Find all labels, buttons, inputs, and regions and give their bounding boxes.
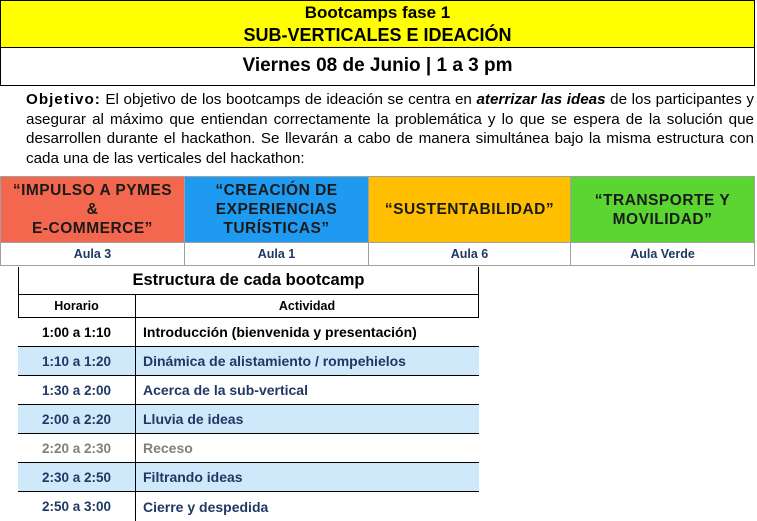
row-activity: Acerca de la sub-vertical (143, 382, 308, 398)
objective-emphasis: aterrizar las ideas (476, 91, 606, 108)
row-time: 2:00 a 2:20 (18, 405, 136, 433)
row-time: 2:50 a 3:00 (18, 492, 136, 521)
row-time: 1:10 a 1:20 (18, 347, 136, 375)
aula-pymes: Aula 3 (0, 243, 185, 266)
vertical-turismo-label: “CREACIÓN DE EXPERIENCIAS TURÍSTICAS” (215, 182, 338, 237)
row-time: 2:30 a 2:50 (18, 463, 136, 491)
column-header-time: Horario (18, 295, 136, 318)
table-row (18, 434, 479, 463)
objective-label: Objetivo: (26, 91, 101, 108)
row-time: 2:20 a 2:30 (18, 434, 136, 462)
row-time: 1:00 a 1:10 (18, 318, 136, 346)
row-activity: Filtrando ideas (143, 469, 243, 485)
vertical-sustentabilidad-label: “SUSTENTABILIDAD” (384, 201, 555, 218)
table-row (18, 463, 479, 492)
table-row (18, 405, 479, 434)
aula-transporte: Aula Verde (570, 243, 755, 266)
table-row (18, 318, 479, 347)
objective-text-2: de los participantes y asegurar al máximo que entiendan correctamente la problemática y lo que se espera de la solución que desarrollen durante el hackathon. Se llevarán a cabo de manera simultánea bajo la misma estructura con cada una de las verticales del hackathon: (26, 91, 754, 167)
row-activity: Cierre y despedida (143, 498, 269, 515)
vertical-sustentabilidad (368, 176, 571, 243)
header-subtitle: Bootcamps fase 1 (304, 3, 451, 22)
row-activity: Receso (143, 440, 193, 456)
row-time: 1:30 a 2:00 (18, 376, 136, 404)
vertical-pymes (0, 176, 185, 243)
table-row (18, 492, 479, 521)
row-activity: Lluvia de ideas (143, 411, 244, 427)
aula-turismo: Aula 1 (184, 243, 369, 266)
objective-paragraph (26, 90, 754, 168)
vertical-pymes-label: “IMPULSO A PYMES & E-COMMERCE” (12, 182, 173, 237)
objective-text-1: El objetivo de los bootcamps de ideación se centra en (100, 91, 477, 108)
header-title: SUB-VERTICALES E IDEACIÓN (243, 24, 512, 45)
row-activity: Introducción (bienvenida y presentación) (143, 324, 417, 340)
event-date: Viernes 08 de Junio | 1 a 3 pm (0, 47, 755, 86)
column-header-activity: Actividad (135, 295, 479, 318)
table-row (18, 376, 479, 405)
schedule-title: Estructura de cada bootcamp (18, 267, 479, 295)
aula-sustentabilidad: Aula 6 (368, 243, 571, 266)
table-row (18, 347, 479, 376)
vertical-transporte (570, 176, 755, 243)
vertical-transporte-label: “TRANSPORTE Y MOVILIDAD” (594, 191, 731, 228)
row-activity: Dinámica de alistamiento / rompehielos (143, 353, 406, 369)
vertical-turismo (184, 176, 369, 243)
